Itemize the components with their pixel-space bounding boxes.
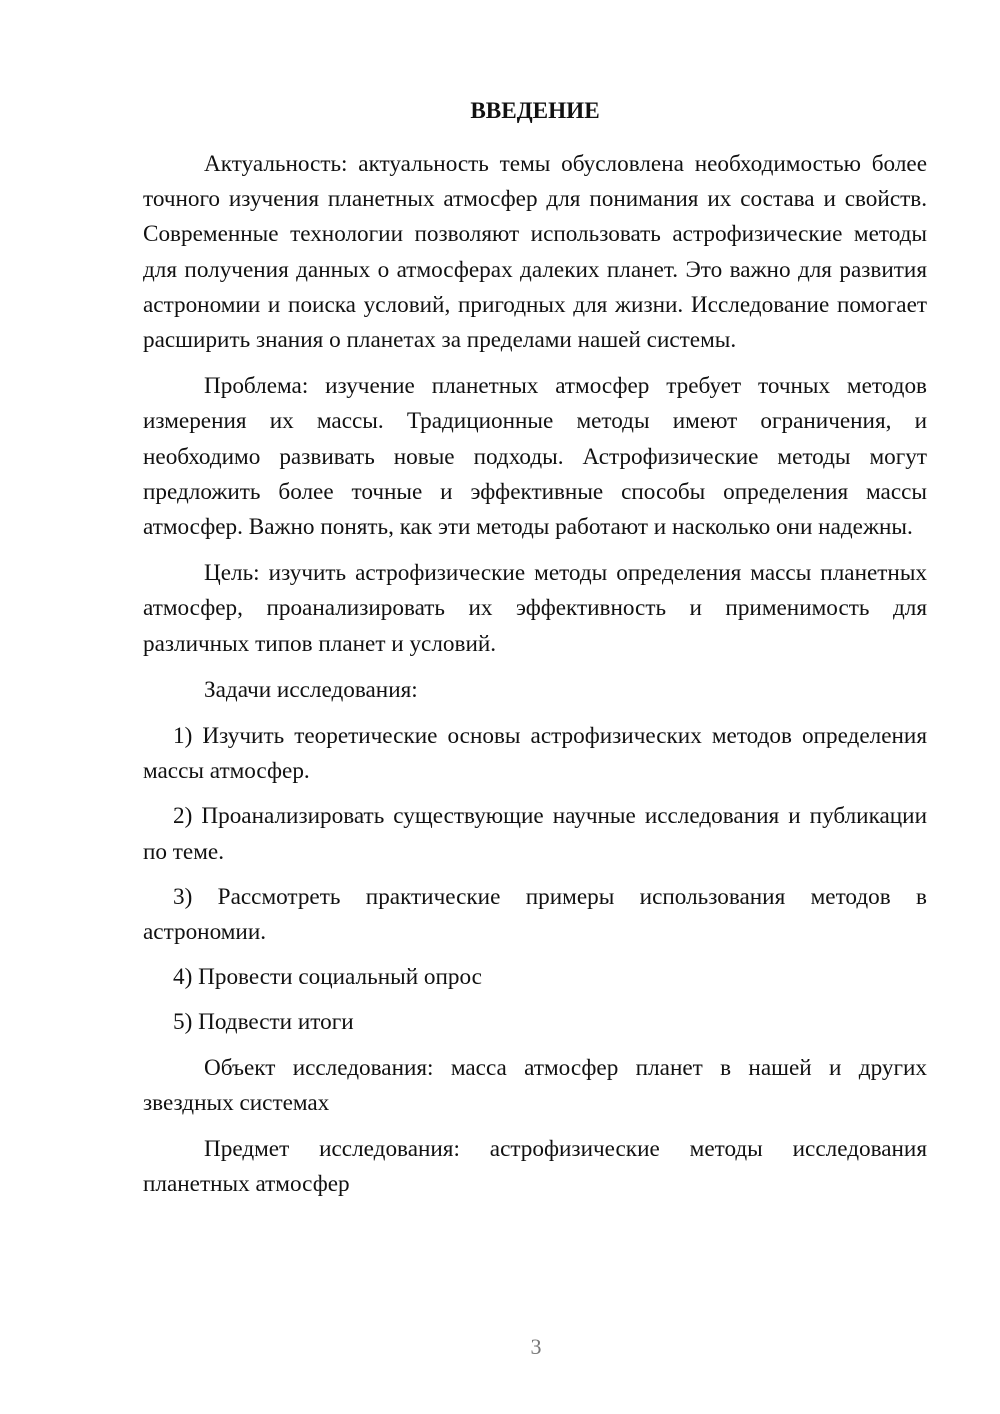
page-number: 3 xyxy=(530,1334,542,1359)
task-item-2: 2) Проанализировать существующие научные исследования и публикации по теме. xyxy=(143,803,927,865)
document-body xyxy=(143,94,927,1202)
task-item-3: 3) Рассмотреть практические примеры использования методов в астрономии. xyxy=(143,883,927,946)
subject-paragraph: Предмет исследования: астрофизические методы исследования планетных атмосфер xyxy=(143,1136,927,1198)
tasks-heading: Задачи исследования: xyxy=(204,676,418,703)
task-item-1: 1) Изучить теоретические основы астрофизических методов определения массы атмосфер. xyxy=(143,723,927,785)
relevance-paragraph: Актуальность: актуальность темы обусловлена необходимостью более точного изучения планетных атмосфер для понимания их состава и свойств. Современные технологии позволяют использовать астрофизические методы для получения данных о атмосферах далеких планет. Это важно для развития астрономии и поиска условий, пригодных для жизни. Исследование помогает расширить знания о планетах за пределами нашей системы. xyxy=(143,151,927,354)
task-item-5: 5) Подвести итоги xyxy=(173,1009,354,1036)
task-item-4: 4) Провести социальный опрос xyxy=(173,964,482,991)
problem-paragraph: Проблема: изучение планетных атмосфер требует точных методов измерения их массы. Традиционные методы имеют ограничения, и необходимо развивать новые подходы. Астрофизические методы могут предложить более точные и эффективные способы определения массы атмосфер. Важно понять, как эти методы работают и насколько они надежны. xyxy=(143,373,927,541)
goal-paragraph: Цель: изучить астрофизические методы определения массы планетных атмосфер, проанализировать их эффективность и применимость для различных типов планет и условий. xyxy=(143,560,927,657)
object-paragraph: Объект исследования: масса атмосфер планет в нашей и других звездных системах xyxy=(143,1054,927,1116)
section-title: ВВЕДЕНИЕ xyxy=(470,98,600,124)
